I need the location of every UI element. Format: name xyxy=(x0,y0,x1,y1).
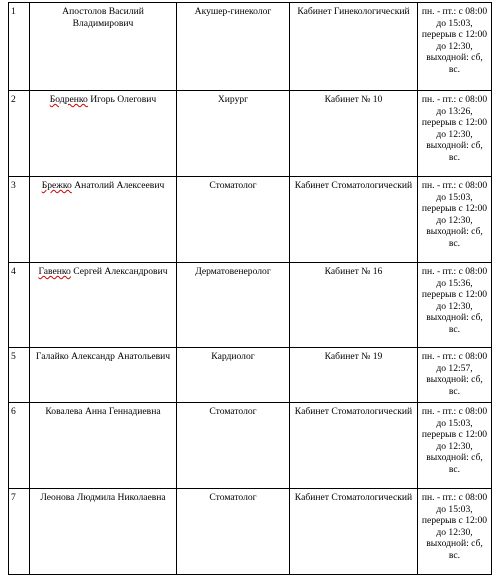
doctor-specialty: Акушер-гинеколог xyxy=(177,3,290,91)
table-row xyxy=(9,91,492,177)
row-number: 7 xyxy=(9,489,30,575)
doctor-schedule: пн. - пт.: с 08:00 до 15:03, перерыв с 12:00 до 12:30, выходной: сб, вс. xyxy=(418,177,492,263)
doctor-room: Кабинет Стоматологический xyxy=(290,177,418,263)
doctor-room: Кабинет № 10 xyxy=(290,91,418,177)
doctor-specialty: Стоматолог xyxy=(177,403,290,489)
table-row xyxy=(9,403,492,489)
doctor-name-rest: Анатолий Алексеевич xyxy=(71,180,165,191)
doctor-name-rest: Игорь Олегович xyxy=(87,94,157,105)
doctor-name xyxy=(30,263,177,348)
doctor-room: Кабинет Гинекологический xyxy=(290,3,418,91)
doctor-specialty: Хирург xyxy=(177,91,290,177)
table-row xyxy=(9,489,492,575)
doctor-schedule: пн. - пт.: с 08:00 до 13:26, перерыв с 12:00 до 12:30, выходной: сб, вс. xyxy=(418,91,492,177)
doctor-room: Кабинет № 19 xyxy=(290,348,418,403)
doctor-surname: Брежко xyxy=(41,180,72,191)
doctor-name-rest: Леонова Людмила Николаевна xyxy=(40,492,166,503)
table-row xyxy=(9,3,492,91)
doctor-schedule: пн. - пт.: с 08:00 до 12:57, выходной: сб, вс. xyxy=(418,348,492,403)
row-number: 3 xyxy=(9,177,30,263)
doctor-schedule-table xyxy=(8,2,492,575)
doctor-surname: Гавенко xyxy=(38,266,71,277)
table-row xyxy=(9,263,492,348)
table-row xyxy=(9,348,492,403)
doctor-schedule: пн. - пт.: с 08:00 до 15:36, перерыв с 12:00 до 12:30, выходной: сб, вс. xyxy=(418,263,492,348)
doctor-name xyxy=(30,177,177,263)
doctor-name-rest: Апостолов Василий Владимирович xyxy=(62,6,144,29)
doctor-name xyxy=(30,403,177,489)
doctor-name xyxy=(30,91,177,177)
doctor-name xyxy=(30,348,177,403)
row-number: 5 xyxy=(9,348,30,403)
doctor-room: Кабинет Стоматологический xyxy=(290,489,418,575)
doctor-specialty: Дерматовенеролог xyxy=(177,263,290,348)
table-row xyxy=(9,177,492,263)
doctor-room: Кабинет Стоматологический xyxy=(290,403,418,489)
doctor-specialty: Стоматолог xyxy=(177,177,290,263)
doctor-specialty: Кардиолог xyxy=(177,348,290,403)
doctor-schedule: пн. - пт.: с 08:00 до 15:03, перерыв с 12:00 до 12:30, выходной: сб, вс. xyxy=(418,3,492,91)
doctor-name-rest: Ковалева Анна Геннадиевна xyxy=(45,406,161,417)
doctor-name xyxy=(30,3,177,91)
doctor-name-rest: Сергей Александрович xyxy=(70,266,168,277)
doctor-specialty: Стоматолог xyxy=(177,489,290,575)
doctor-room: Кабинет № 16 xyxy=(290,263,418,348)
doctor-name xyxy=(30,489,177,575)
row-number: 4 xyxy=(9,263,30,348)
row-number: 2 xyxy=(9,91,30,177)
doctor-schedule: пн. - пт.: с 08:00 до 15:03, перерыв с 12:00 до 12:30, выходной: сб, вс. xyxy=(418,489,492,575)
row-number: 1 xyxy=(9,3,30,91)
row-number: 6 xyxy=(9,403,30,489)
doctor-schedule: пн. - пт.: с 08:00 до 15:03, перерыв с 12:00 до 12:30, выходной: сб, вс. xyxy=(418,403,492,489)
doctor-name-rest: Галайко Александр Анатольевич xyxy=(35,351,171,362)
doctor-surname: Бодренко xyxy=(49,94,88,105)
